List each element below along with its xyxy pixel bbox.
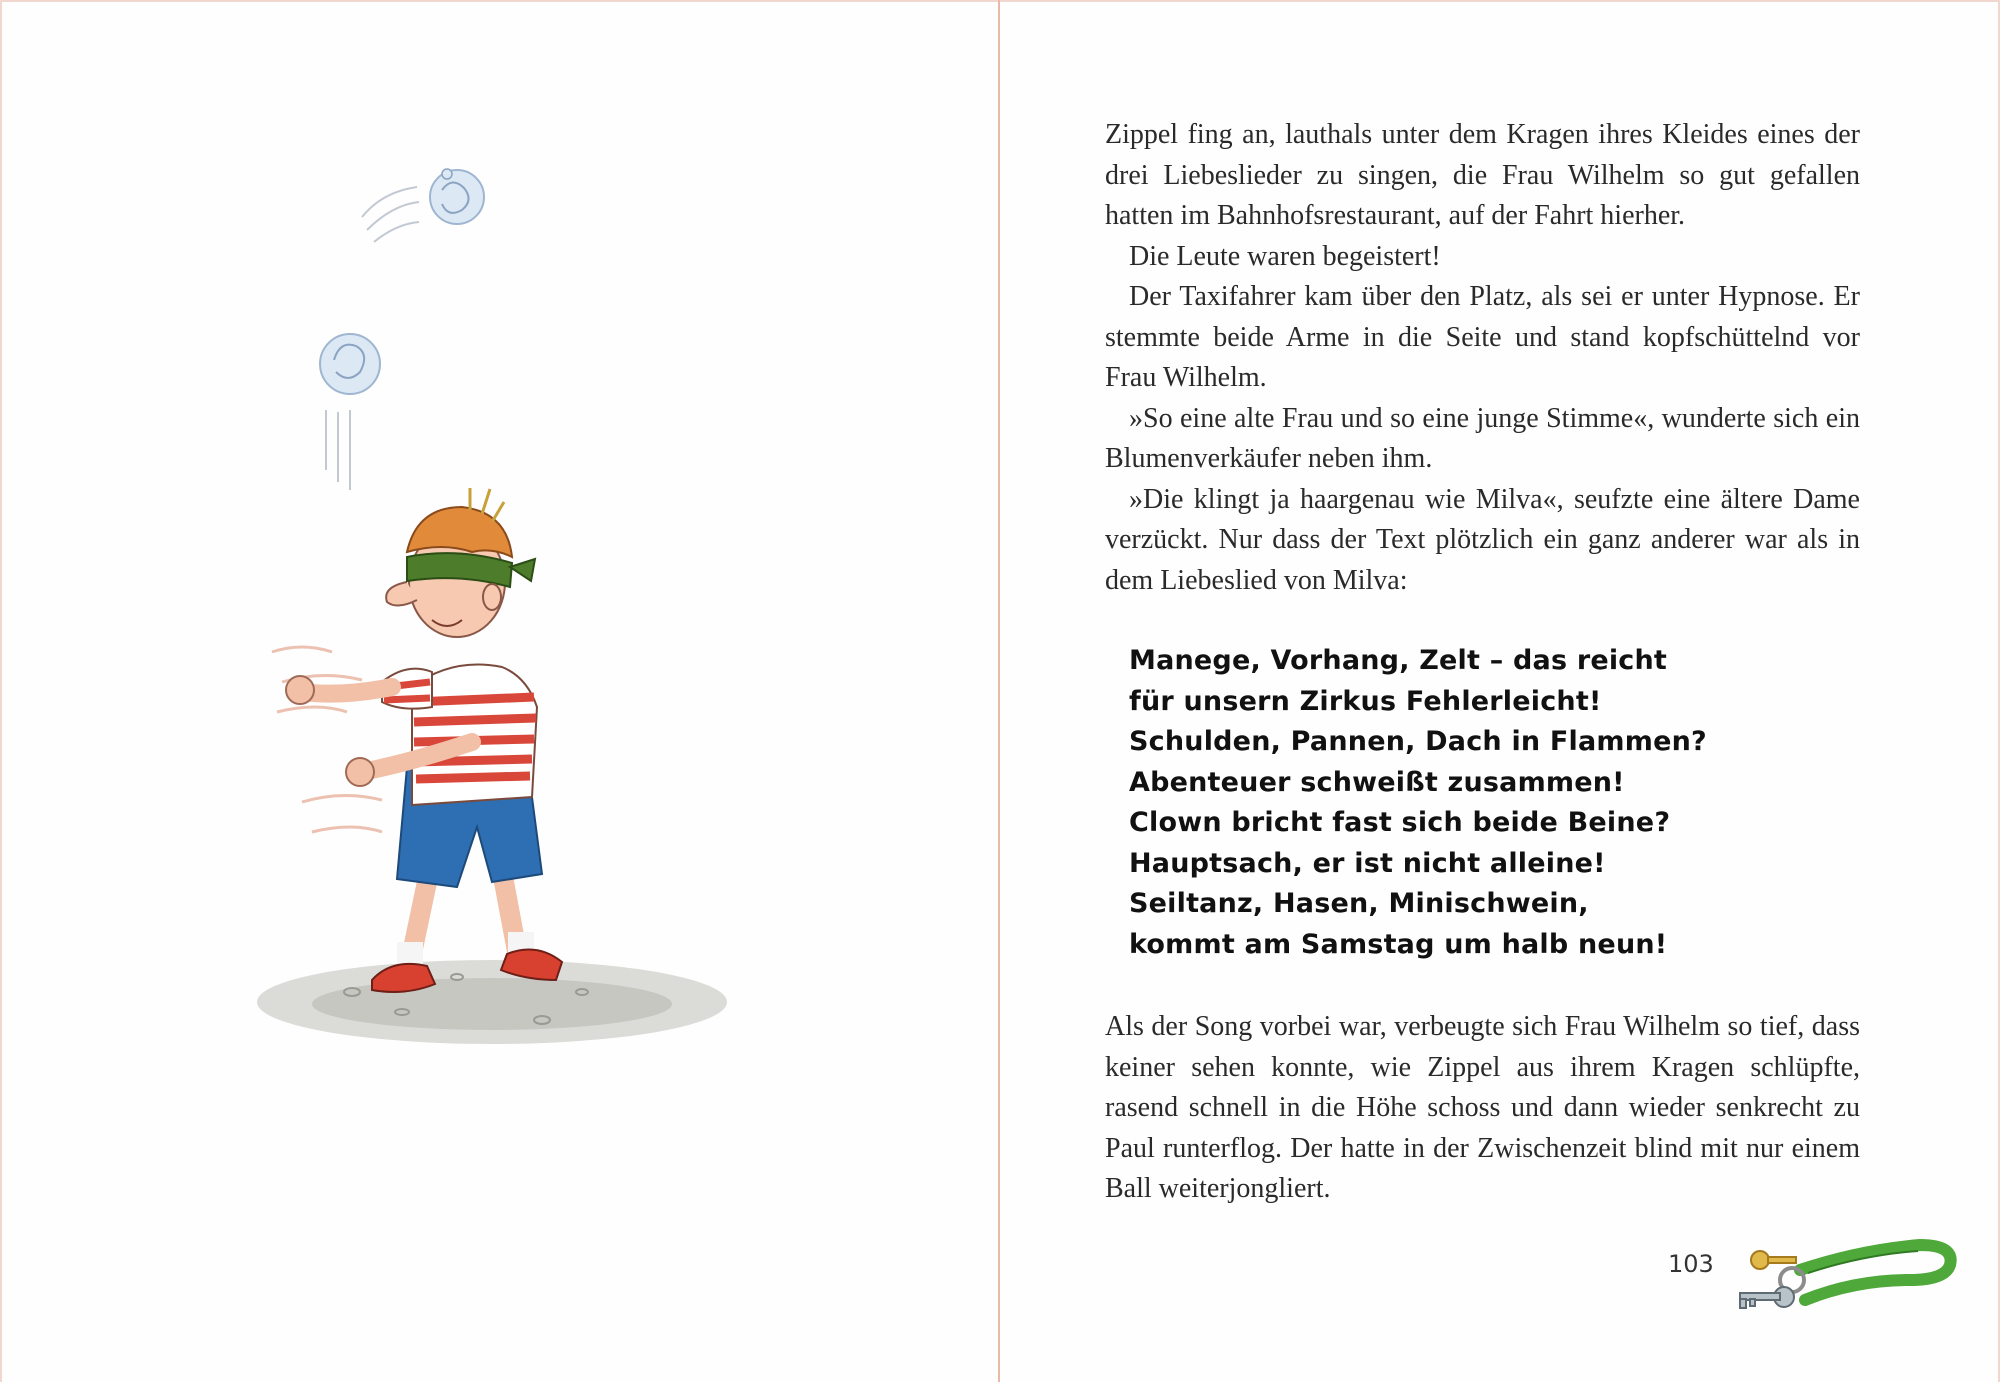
keys-icon <box>1700 1235 1960 1325</box>
song-line: Seiltanz, Hasen, Minischwein, <box>1129 888 1589 919</box>
left-page <box>0 0 998 1382</box>
paragraph: Zippel fing an, lauthals unter dem Kragen ihres Kleides eines der drei Liebeslieder zu singen, die Frau Wilhelm so gut gefallen hatten im Bahnhofsrestaurant, auf der Fahrt hierher. <box>1105 119 1860 231</box>
juggling-boy-illustration <box>242 142 762 1072</box>
song-line: Schulden, Pannen, Dach in Flammen? <box>1129 726 1707 757</box>
song-line: Manege, Vorhang, Zelt – das reicht <box>1129 645 1668 676</box>
paragraph: Der Taxifahrer kam über den Platz, als sei er unter Hypnose. Er stemmte beide Arme in die Seite und stand kopfschüttelnd vor Frau Wilhelm. <box>1105 281 1860 393</box>
juggling-ball-middle <box>320 334 380 490</box>
boy-head <box>386 488 535 637</box>
song-line: für unsern Zirkus Fehlerleicht! <box>1129 685 1602 717</box>
song-line: Abenteuer schweißt zusammen! <box>1129 766 1625 798</box>
paragraph: Die Leute waren begeistert! <box>1129 240 1441 272</box>
closing-paragraph: Als der Song vorbei war, verbeugte sich Frau Wilhelm so tief, dass keiner sehen konnte, wie Zippel aus ihrem Kragen schlüpfte, rasend schnell in die Höhe schoss und dann wieder senkrecht zu Paul runterflog. Der hatte in der Zwischenzeit blind mit nur einem Ball weiterjongliert. <box>1105 1011 1860 1204</box>
song-lyrics <box>1129 641 1860 965</box>
paragraph: »Die klingt ja haargenau wie Milva«, seufzte eine ältere Dame verzückt. Nur dass der Text plötzlich ein ganz anderer war als in dem Liebeslied von Milva: <box>1105 483 1860 596</box>
song-line: Clown bricht fast sich beide Beine? <box>1129 807 1671 838</box>
song-line: kommt am Samstag um halb neun! <box>1129 928 1668 960</box>
story-text <box>1105 115 1860 1210</box>
song-line: Hauptsach, er ist nicht alleine! <box>1129 847 1606 879</box>
page-number: 103 <box>1668 1250 1714 1278</box>
juggling-ball-top <box>362 169 484 242</box>
paragraph: »So eine alte Frau und so eine junge Stimme«, wunderte sich ein Blumenverkäufer neben ihm. <box>1105 402 1860 474</box>
